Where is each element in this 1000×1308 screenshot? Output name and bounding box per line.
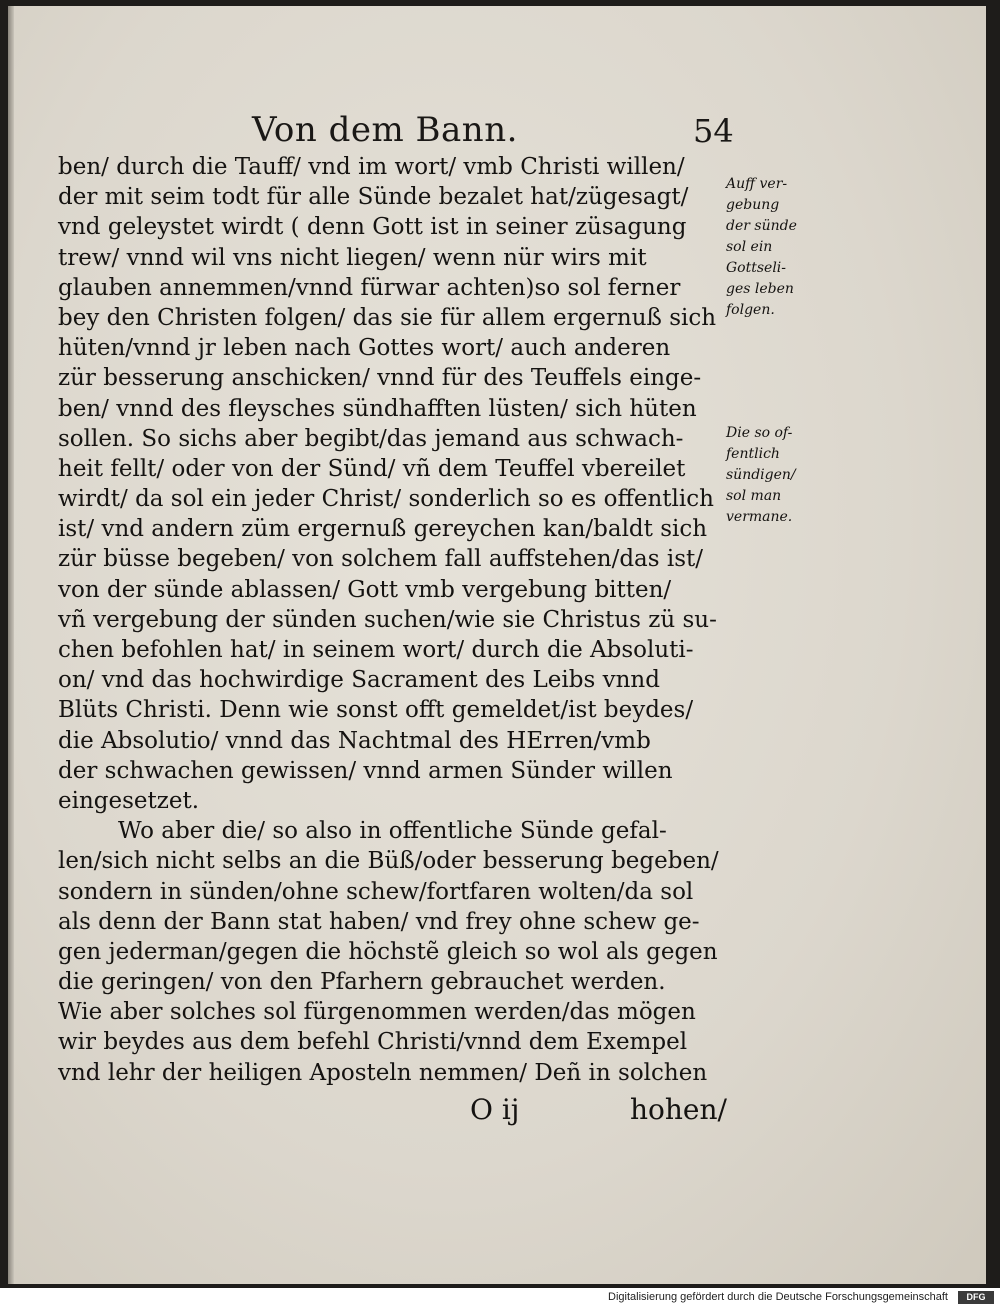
- margin-note-line: fentlich: [726, 446, 780, 462]
- text-line: wirdt/ da sol ein jeder Christ/ sonderlich so es offentlich: [58, 486, 714, 513]
- text-line: eingesetzet.: [58, 787, 200, 814]
- margin-note-line: folgen.: [726, 302, 775, 318]
- text-line: sollen. So sichs aber begibt/das jemand aus schwach-: [58, 425, 684, 452]
- text-line: glauben annemmen/vnnd fürwar achten)so sol ferner: [58, 274, 681, 301]
- page-footer-line: [0, 1093, 1000, 1133]
- margin-note-line: der sünde: [726, 218, 797, 234]
- text-line: Blüts Christi. Denn wie sonst offt gemeldet/ist beydes/: [58, 697, 694, 724]
- paragraph-first-line: Wo aber die/ so also in offentliche Sünde gefal-: [118, 818, 667, 845]
- text-line: chen befohlen hat/ in seinem wort/ durch die Absoluti-: [58, 637, 694, 663]
- digitization-footer: [0, 1288, 1000, 1308]
- signature-mark: O ij: [470, 1093, 520, 1126]
- margin-note-line: Gottseli-: [726, 260, 787, 276]
- margin-note-line: sündigen/: [726, 467, 796, 483]
- text-line: wir beydes aus dem befehl Christi/vnnd dem Exempel: [58, 1029, 688, 1056]
- dfg-logo: DFG: [958, 1291, 994, 1304]
- text-line: ist/ vnd andern züm ergernuß gereychen kan/baldt sich: [58, 516, 708, 543]
- text-line: ben/ vnnd des fleysches sündhafften lüsten/ sich hüten: [58, 395, 697, 422]
- text-line: zür büsse begeben/ von solchem fall auffstehen/das ist/: [58, 546, 704, 573]
- text-line: bey den Christen folgen/ das sie für allem ergernuß sich: [58, 304, 717, 331]
- text-line: vñ vergebung der sünden suchen/wie sie Christus zü su-: [58, 606, 717, 633]
- text-line: von der sünde ablassen/ Gott vmb vergebung bitten/: [58, 576, 672, 603]
- margin-note-public-sinners: [726, 423, 846, 528]
- margin-note-line: gebung: [726, 197, 780, 213]
- margin-note-line: sol man: [726, 488, 782, 504]
- text-line: heit fellt/ oder von der Sünd/ vñ dem Teuffel vbereilet: [58, 455, 686, 482]
- text-line: ben/ durch die Tauff/ vnd im wort/ vmb Christi willen/: [58, 154, 685, 180]
- text-line: sondern in sünden/ohne schew/fortfaren wolten/da sol: [58, 878, 694, 905]
- text-line: gen jederman/gegen die höchstẽ gleich so wol als gegen: [58, 938, 718, 965]
- text-line: hüten/vnnd jr leben nach Gottes wort/ auch anderen: [58, 335, 671, 362]
- text-line: Wie aber solches sol fürgenommen werden/das mögen: [58, 999, 696, 1026]
- text-line: vnd lehr der heiligen Aposteln nemmen/ Deñ in solchen: [58, 1059, 708, 1086]
- text-line: zür besserung anschicken/ vnnd für des Teuffels einge-: [58, 365, 702, 392]
- text-line: on/ vnd das hochwirdige Sacrament des Leibs vnnd: [58, 667, 660, 694]
- margin-note-line: ges leben: [726, 281, 794, 297]
- text-line: vnd geleystet wirdt ( denn Gott ist in seiner züsagung: [58, 214, 687, 241]
- funding-credit: Digitalisierung gefördert durch die Deutsche Forschungsgemeinschaft: [608, 1291, 948, 1303]
- running-title: Von dem Bann.: [252, 110, 518, 150]
- margin-note-line: vermane.: [726, 509, 793, 525]
- main-text-block: [58, 152, 734, 1088]
- text-line: der mit seim todt für alle Sünde bezalet hat/zügesagt/: [58, 184, 689, 211]
- text-line: die geringen/ von den Pfarhern gebrauchet werden.: [58, 969, 666, 996]
- text-line: als denn der Bann stat haben/ vnd frey ohne schew ge-: [58, 908, 700, 935]
- margin-note-line: Auff ver-: [726, 176, 788, 192]
- catchword: hohen/: [630, 1093, 727, 1126]
- margin-note-line: sol ein: [726, 239, 773, 255]
- margin-note-forgiveness: [726, 174, 846, 321]
- text-line: der schwachen gewissen/ vnnd armen Sünder willen: [58, 757, 673, 784]
- text-line: trew/ vnnd wil vns nicht liegen/ wenn nür wirs mit: [58, 244, 647, 271]
- margin-note-line: Die so of-: [726, 425, 793, 441]
- page-number: 54: [693, 112, 734, 150]
- text-line: die Absolutio/ vnnd das Nachtmal des HErren/vmb: [58, 727, 651, 754]
- text-line: len/sich nicht selbs an die Büß/oder besserung begeben/: [58, 848, 719, 875]
